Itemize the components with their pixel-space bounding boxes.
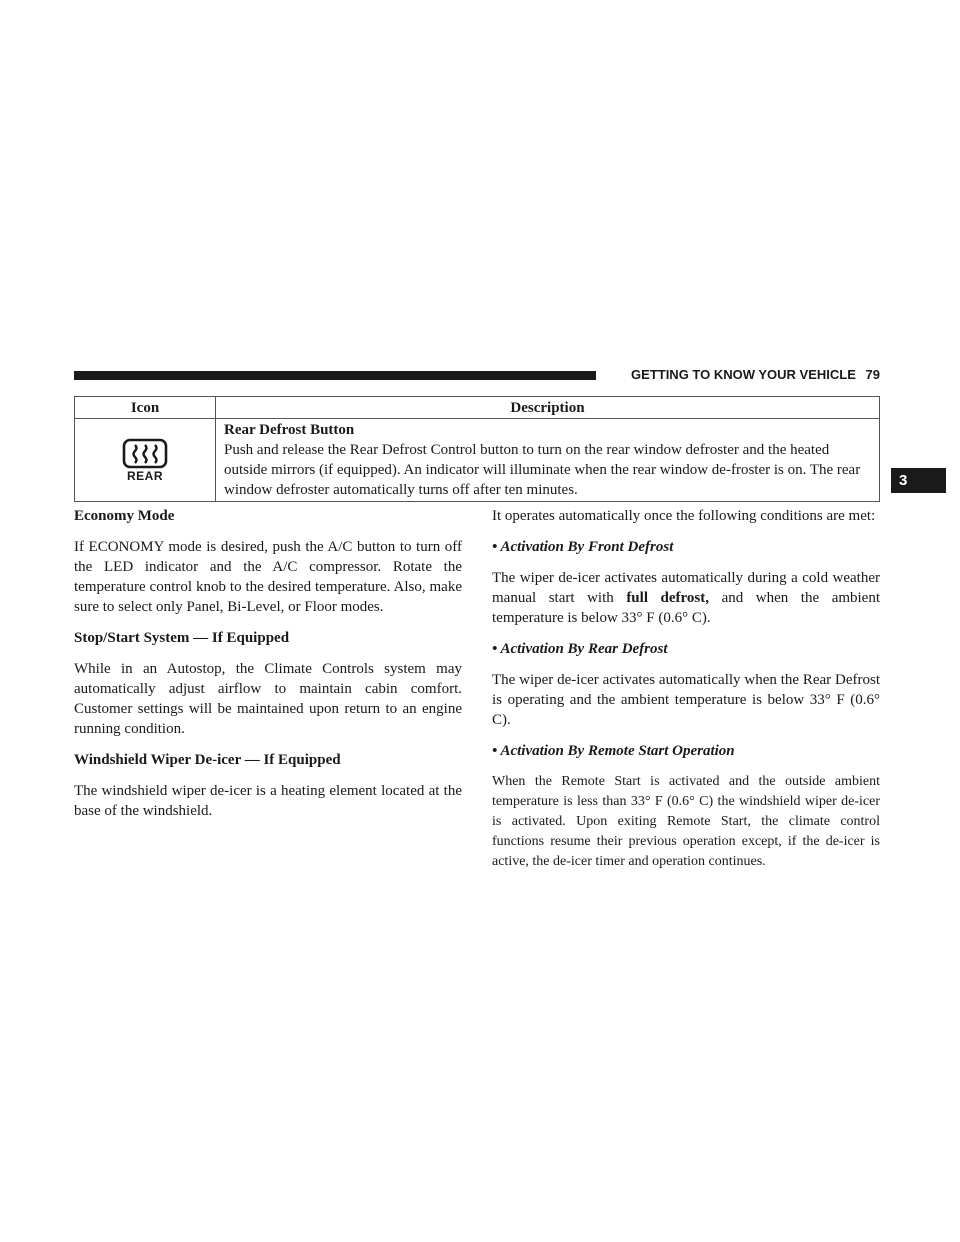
rear-defrost-text: The wiper de-icer activates automatically when the Rear Defrost is operating and the ambient temperature is below 33° F (0.6° C).: [492, 672, 880, 728]
bullet-dot: •: [492, 539, 501, 555]
rear-icon-label: REAR: [126, 468, 163, 483]
page-number: 79: [865, 367, 880, 382]
front-defrost-text-part2: and when the ambient temperature is below 33° F (0.6° C).: [492, 590, 881, 626]
bullet-rear-defrost: [492, 639, 880, 659]
left-column: [74, 506, 462, 832]
bullet-front-defrost: [492, 537, 880, 557]
table-header-row: [75, 397, 880, 419]
stop-start-text: While in an Autostop, the Climate Controls system may automatically adjust airflow to maintain cabin comfort. Customer settings will be maintained upon return to an engine running condition.: [74, 661, 462, 737]
icon-description-table: [74, 396, 880, 502]
wiper-deicer-heading: Windshield Wiper De-icer — If Equipped: [74, 752, 341, 768]
running-header: [608, 366, 880, 384]
right-column: [492, 506, 880, 883]
chapter-tab: 3: [891, 468, 946, 493]
conditions-intro: It operates automatically once the following conditions are met:: [492, 508, 876, 524]
bullet-dot: •: [492, 743, 501, 759]
wiper-deicer-text: The windshield wiper de-icer is a heating element located at the base of the windshield.: [74, 783, 462, 819]
bullet-front-defrost-label: Activation By Front Defrost: [500, 539, 674, 555]
bullet-remote-start: [492, 741, 880, 761]
remote-start-text: When the Remote Start is activated and the outside ambient temperature is less than 33° F (0.6° C) the windshield wiper de-icer is activated. Upon exiting Remote Start, the climate control functions resume their previous operation except, if the de-icer is active, the de-icer timer and operation continues.: [492, 774, 880, 869]
table-row: [75, 419, 880, 502]
icon-cell: [75, 419, 216, 502]
column-header-icon: Icon: [75, 397, 216, 419]
description-title: Rear Defrost Button: [224, 422, 355, 438]
header-rule: [74, 371, 596, 380]
bullet-remote-start-label: Activation By Remote Start Operation: [500, 743, 735, 759]
description-text: Push and release the Rear Defrost Control button to turn on the rear window defroster and the heated outside mirrors (if equipped). An indicator will illuminate when the rear window de-froster is on. The rear window defroster automatically turns off after ten minutes.: [224, 442, 861, 498]
rear-defrost-icon: [122, 438, 168, 470]
front-defrost-text-part1: The wiper de-icer activates automatically during a cold weather manual start with: [492, 570, 880, 606]
column-header-description: Description: [216, 397, 880, 419]
bullet-rear-defrost-label: Activation By Rear Defrost: [500, 641, 668, 657]
bullet-dot: •: [492, 641, 501, 657]
front-defrost-text: [492, 568, 880, 628]
economy-mode-text: If ECONOMY mode is desired, push the A/C button to turn off the LED indicator and the A/C compressor. Rotate the temperature control knob to the desired temperature. Also, make sure to select only Panel, Bi-Level, or Floor modes.: [74, 539, 462, 615]
front-defrost-bold: full defrost,: [626, 590, 709, 606]
economy-mode-heading: Economy Mode: [74, 508, 175, 524]
description-cell: [216, 419, 880, 502]
section-title: GETTING TO KNOW YOUR VEHICLE: [631, 367, 856, 382]
stop-start-heading: Stop/Start System — If Equipped: [74, 630, 290, 646]
